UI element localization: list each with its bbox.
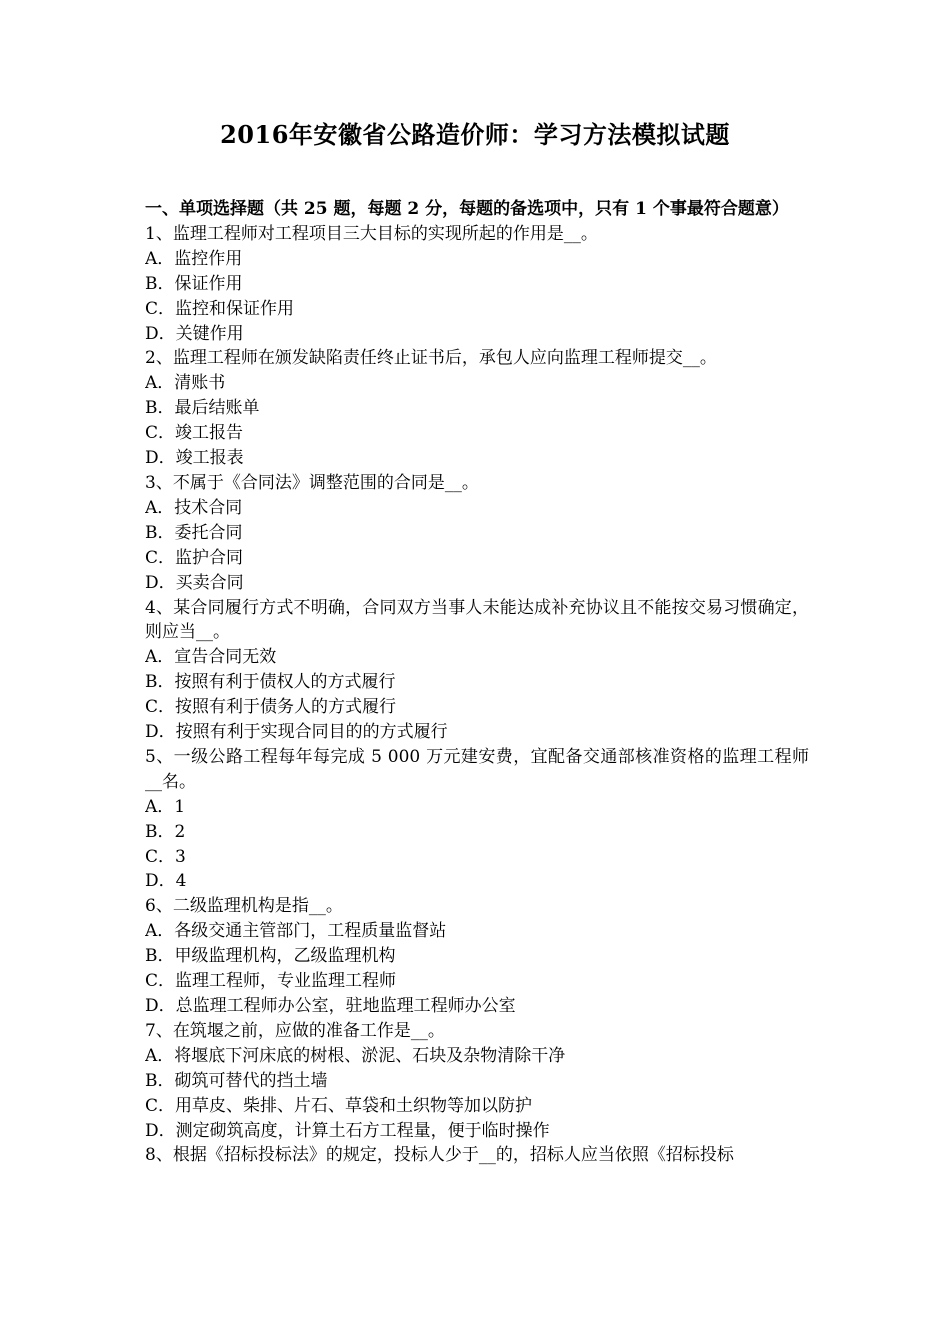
option-a: A．技术合同 — [145, 497, 243, 518]
question-7 — [145, 1019, 809, 1144]
option-d: D．4 — [145, 871, 187, 892]
option-d: D．总监理工程师办公室，驻地监理工程师办公室 — [145, 996, 516, 1016]
question-stem: 3、不属于《合同法》调整范围的合同是__。 — [145, 472, 479, 493]
question-2 — [145, 346, 809, 471]
option-a: A．各级交通主管部门，工程质量监督站 — [145, 921, 447, 942]
option-d: D．按照有利于实现合同目的的方式履行 — [145, 722, 448, 743]
option-b: B．保证作用 — [145, 273, 243, 294]
option-a: A．宣告合同无效 — [145, 647, 277, 668]
question-stem: 5、一级公路工程每年每完成 5 000 万元建安费，宜配备交通部核准资格的监理工程师__名。 — [145, 746, 809, 792]
option-b: B．委托合同 — [145, 522, 243, 543]
option-c: C．竣工报告 — [145, 423, 244, 444]
option-c: C．按照有利于债务人的方式履行 — [145, 697, 397, 718]
question-stem: 1、监理工程师对工程项目三大目标的实现所起的作用是__。 — [145, 223, 598, 244]
question-6 — [145, 894, 809, 1019]
option-c: C．监理工程师，专业监理工程师 — [145, 971, 397, 992]
document-title: 2016年安徽省公路造价师：学习方法模拟试题 — [220, 120, 730, 149]
question-stem: 8、根据《招标投标法》的规定，投标人少于__的，招标人应当依照《招标投标 — [145, 1145, 734, 1166]
option-c: C．用草皮、柴排、片石、草袋和土织物等加以防护 — [145, 1095, 533, 1116]
option-a: A．1 — [145, 796, 186, 817]
question-3 — [145, 471, 809, 596]
option-d: D．竣工报表 — [145, 448, 244, 469]
document-body — [145, 197, 809, 1168]
question-1 — [145, 222, 809, 347]
option-d: D．买卖合同 — [145, 572, 244, 593]
option-c: C．3 — [145, 846, 186, 867]
option-c: C．监护合同 — [145, 547, 244, 568]
option-d: D．测定砌筑高度，计算土石方工程量，便于临时操作 — [145, 1120, 550, 1141]
option-a: A．清账书 — [145, 373, 226, 394]
option-b: B．甲级监理机构，乙级监理机构 — [145, 946, 396, 967]
option-d: D．关键作用 — [145, 323, 244, 344]
option-a: A．监控作用 — [145, 248, 243, 269]
option-b: B．2 — [145, 821, 186, 842]
question-stem: 4、某合同履行方式不明确，合同双方当事人未能达成补充协议且不能按交易习惯确定，则应当__。 — [145, 597, 809, 643]
option-b: B．最后结账单 — [145, 398, 260, 419]
question-stem: 2、监理工程师在颁发缺陷责任终止证书后，承包人应向监理工程师提交__。 — [145, 348, 717, 369]
option-b: B．砌筑可替代的挡土墙 — [145, 1070, 328, 1091]
option-a: A．将堰底下河床底的树根、淤泥、石块及杂物清除干净 — [145, 1045, 566, 1066]
question-8 — [145, 1143, 809, 1168]
question-stem: 7、在筑堰之前，应做的准备工作是__。 — [145, 1020, 445, 1041]
option-c: C．监控和保证作用 — [145, 298, 295, 319]
section-heading: 一、单项选择题（共 25 题，每题 2 分，每题的备选项中，只有 1 个事最符合题意） — [145, 199, 789, 219]
question-4 — [145, 596, 809, 745]
question-5 — [145, 745, 809, 894]
option-b: B．按照有利于债权人的方式履行 — [145, 672, 396, 693]
question-stem: 6、二级监理机构是指__。 — [145, 896, 343, 917]
